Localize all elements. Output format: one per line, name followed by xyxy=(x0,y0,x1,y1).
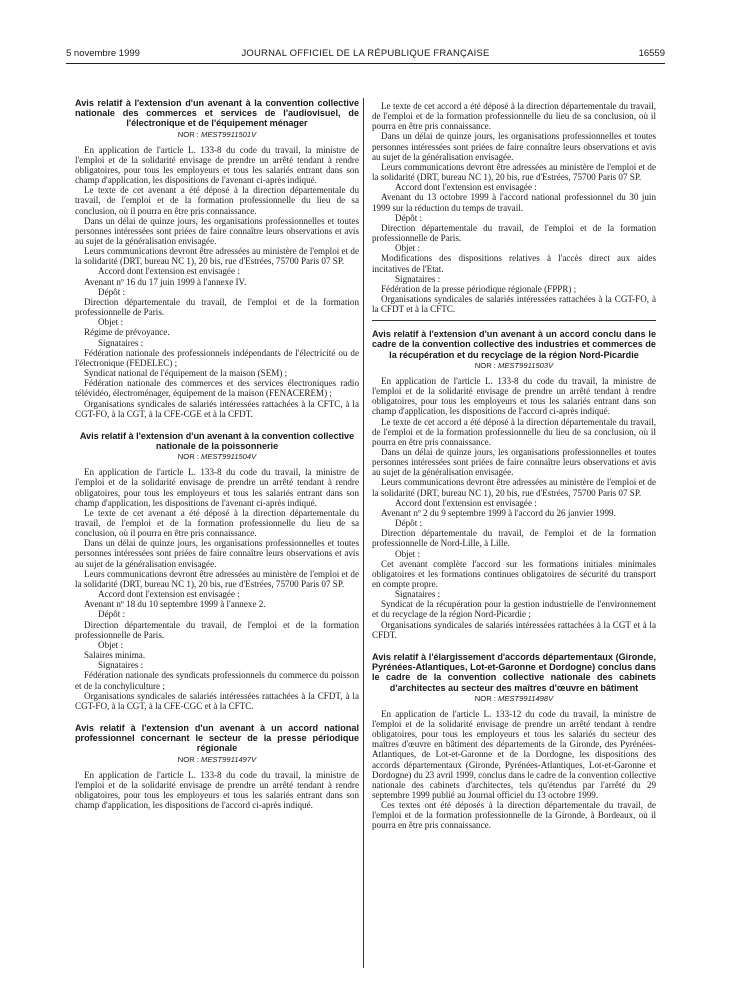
paragraph: Direction départementale du travail, de l'emploi et de la formation professionnelle de Nord-Lille, à Lille. xyxy=(372,528,656,549)
paragraph: Dans un délai de quinze jours, les organisations professionnelles et toutes personnes intéressées sont priées de faire connaître leurs observations et avis au sujet de la généralisation envisagée. xyxy=(75,215,359,247)
nor-reference xyxy=(372,361,656,371)
nor-label: NOR : xyxy=(177,754,199,764)
section-label: Signataires : xyxy=(395,273,441,284)
paragraph: Leurs communications devront être adressées au ministère de l'emploi et de la solidarité (DRT, bureau NC 1), 20 bis, rue d'Estrées, 75700 Paris 07 SP. xyxy=(372,477,656,498)
nor-code: MEST9911497V xyxy=(201,754,257,764)
section-label: Signataires : xyxy=(98,660,144,671)
section-label: Objet : xyxy=(98,639,124,650)
paragraph: En application de l'article L. 133-8 du code du travail, la ministre de l'emploi et de la solidarité envisage de prendre un arrêté tendant à rendre obligatoires, pour tous les employeurs et tous les salariés entrant dans son champ d'application, les dispositions de l'accord ci-après indiqué. xyxy=(75,769,359,811)
paragraph: Régime de prévoyance. xyxy=(84,327,170,338)
page-header xyxy=(66,48,665,64)
notice-presse-regionale-continued xyxy=(372,101,656,314)
section-label: Accord dont l'extension est envisagée : xyxy=(98,589,240,600)
nor-code: MEST9911503V xyxy=(498,360,554,370)
header-rule xyxy=(66,63,665,64)
paragraph: Le texte de cet accord a été déposé à la direction départementale du travail, de l'emploi et de la formation professionnelle du lieu de sa conclusion, où il pourra en être pris connaissance. xyxy=(372,101,656,132)
notice-recuperation xyxy=(372,329,656,640)
section-label: Accord dont l'extension est envisagée : xyxy=(98,266,240,277)
section-label: Accord dont l'extension est envisagée : xyxy=(395,497,537,508)
nor-reference xyxy=(75,755,359,765)
nor-reference xyxy=(75,452,359,462)
spacer xyxy=(75,419,359,431)
paragraph: Dans un délai de quinze jours, les organisations professionnelles et toutes personnes intéressées sont priées de faire connaître leurs observations et avis au sujet de la généralisation envisagée. xyxy=(372,446,656,478)
nor-reference xyxy=(75,130,359,140)
paragraph: En application de l'article L. 133-8 du code du travail, la ministre de l'emploi et de la solidarité envisage de prendre un arrêté tendant à rendre obligatoires, pour tous les employeurs et tous les salariés entrant dans son champ d'application, les dispositions de l'avenant ci-après indiqué. xyxy=(75,467,359,508)
section-label: Dépôt : xyxy=(98,609,126,620)
notice-title: Avis relatif à l'extension d'un avenant à un accord conclu dans le cadre de la convention collective des industries et commerces de la récupération et du recyclage de la région Nord-Picardie xyxy=(372,329,656,360)
notice-title: Avis relatif à l'extension d'un avenant à un accord national professionnel concernant le secteur de la presse périodique régionale xyxy=(75,722,359,754)
page-number: 16559 xyxy=(638,48,665,59)
notice-title: Avis relatif à l'extension d'un avenant à la convention collective nationale de la poissonnerie xyxy=(79,430,355,452)
notice-presse-regionale xyxy=(75,723,359,810)
section-label: Objet : xyxy=(98,317,124,328)
section-label: Dépôt : xyxy=(395,518,423,529)
section-label: Objet : xyxy=(395,548,421,559)
nor-code: MEST9911501V xyxy=(201,129,257,139)
nor-code: MEST9911498V xyxy=(498,693,554,703)
paragraph: Leurs communications devront être adressées au ministère de l'emploi et de la solidarité (DRT, bureau NC 1), 20 bis, rue d'Estrées, 75700 Paris 07 SP. xyxy=(75,568,359,589)
paragraph: Le texte de cet accord a été déposé à la direction départementale du travail, de l'emploi et de la formation professionnelle du lieu de sa conclusion, où il pourra en être pris connaissance. xyxy=(372,416,656,447)
paragraph: Fédération nationale des commerces et des services électroniques radio télévidéo, électroménager, équipement de la maison (FENACEREM) ; xyxy=(75,378,359,399)
paragraph: Avenant nº 2 du 9 septembre 1999 à l'accord du 26 janvier 1999. xyxy=(381,507,616,518)
paragraph: Avenant nº 16 du 17 juin 1999 à l'annexe IV. xyxy=(84,276,247,287)
paragraph: Fédération de la presse périodique régionale (FPPR) ; xyxy=(381,283,577,294)
paragraph: En application de l'article L. 133-8 du code du travail, la ministre de l'emploi et de la solidarité envisage de prendre un arrêté tendant à rendre obligatoires, pour tous les employeurs et tous les salariés entrant dans son champ d'application, les dispositions de l'avenant ci-après indiqué. xyxy=(75,144,359,186)
journal-title: JOURNAL OFFICIEL DE LA RÉPUBLIQUE FRANÇAISE xyxy=(241,48,490,59)
paragraph: Organisations syndicales de salariés intéressées rattachées à la CFDT, à la CGT-FO, à la CGT, à la CFE-CGC et à la CFTC. xyxy=(75,690,359,711)
paragraph: Organisations syndicales de salariés intéressées rattachées à la CFTC, à la CGT-FO, à la CGT, à la CFE-CGE et à la CFDT. xyxy=(75,398,359,419)
nor-label: NOR : xyxy=(474,360,496,370)
paragraph: Avenant du 13 octobre 1999 à l'accord national professionnel du 30 juin 1999 sur la réduction du temps de travail. xyxy=(372,192,656,213)
spacer xyxy=(75,711,359,723)
issue-date: 5 novembre 1999 xyxy=(66,48,140,59)
section-label: Signataires : xyxy=(395,589,441,600)
column-divider xyxy=(363,98,364,968)
section-label: Dépôt : xyxy=(98,286,126,297)
paragraph: Avenant nº 18 du 10 septembre 1999 à l'annexe 2. xyxy=(84,599,266,610)
paragraph: Syndicat national de l'équipement de la maison (SEM) ; xyxy=(84,368,288,379)
paragraph: Leurs communications devront être adressées au ministère de l'emploi et de la solidarité (DRT, bureau NC 1), 20 bis, rue d'Estrées, 75700 Paris 07 SP. xyxy=(75,246,359,267)
paragraph: Direction départementale du travail, de l'emploi et de la formation professionnelle de Paris. xyxy=(75,296,359,318)
paragraph: Organisations syndicales de salariés intéressées rattachées à la CGT-FO, à la CFDT et à la CFTC. xyxy=(372,293,656,315)
section-rule xyxy=(372,320,656,321)
paragraph: En application de l'article L. 133-8 du code du travail, la ministre de l'emploi et de la solidarité envisage de prendre un arrêté tendant à rendre obligatoires, pour tous les employeurs et tous les salariés entrant dans son champ d'application, les dispositions de l'accord ci-après indiqué. xyxy=(372,375,656,417)
paragraph: Direction départementale du travail, de l'emploi et de la formation professionnelle de Paris. xyxy=(372,222,656,244)
notice-title: Avis relatif à l'élargissement d'accords départementaux (Gironde, Pyrénées-Atlantiques, Lot-et-Garonne et Dordogne) conclus dans le cadre de la convention collective nationale des cabinets d'architectes au secteur des maîtres d'œuvre en bâtiment xyxy=(372,651,656,693)
paragraph: En application de l'article L. 133-12 du code du travail, la ministre de l'emploi et de la solidarité envisage de prendre un arrêté tendant à rendre obligatoires, pour tous les employeurs et tous les salariés du secteur des maîtres d'œuvre en bâtiment des départements de la Gironde, des Pyrénées-Atlantiques, de Lot-et-Garonne et de la Dordogne, les dispositions des accords départementaux (Gironde, Pyrénées-Atlantiques, Lot-et-Garonne et Dordogne) du 23 avril 1999, conclus dans le cadre de la convention collective nationale des cabinets d'architectes, tels qu'étendus par l'arrêté du 29 septembre 1999 publié au Journal officiel du 13 octobre 1999. xyxy=(372,708,656,801)
section-label: Dépôt : xyxy=(395,212,423,223)
paragraph: Direction départementale du travail, de l'emploi et de la formation professionnelle de Paris. xyxy=(75,619,359,640)
nor-label: NOR : xyxy=(177,452,199,462)
nor-reference xyxy=(372,694,656,704)
nor-code: MEST9911504V xyxy=(201,452,257,462)
notice-architectes xyxy=(372,652,656,831)
paragraph: Cet avenant complète l'accord sur les formations initiales minimales obligatoires et les formations continues obligatoires de sécurité du transport en compte propre. xyxy=(372,558,656,590)
right-column xyxy=(372,101,656,831)
section-label: Signataires : xyxy=(98,337,144,348)
paragraph: Fédération nationale des professionnels indépendants de l'électricité ou de l'électronique (FEDELEC) ; xyxy=(75,347,359,368)
paragraph: Salaires minima. xyxy=(84,650,146,661)
paragraph: Le texte de cet avenant a été déposé à la direction départementale du travail, de l'emploi et de la formation professionnelle du lieu de sa conclusion, où il pourra en être pris connaissance. xyxy=(75,507,359,539)
nor-label: NOR : xyxy=(177,129,199,139)
nor-label: NOR : xyxy=(474,693,496,703)
paragraph: Dans un délai de quinze jours, les organisations professionnelles et toutes personnes intéressées sont priées de faire connaître leurs observations et avis au sujet de la généralisation envisagée. xyxy=(372,131,656,162)
paragraph: Modifications des dispositions relatives à l'accès direct aux aides incitatives de l'Etat. xyxy=(372,253,656,274)
notice-title: Avis relatif à l'extension d'un avenant à la convention collective nationale des commerces et services de l'audiovisuel, de l'électronique et de l'équipement ménager xyxy=(75,98,359,129)
section-label: Objet : xyxy=(395,243,421,254)
paragraph: Ces textes ont été déposés à la direction départementale du travail, de l'emploi et de la formation professionnelle de la Gironde, à Bordeaux, où il pourra en être pris connaissance. xyxy=(372,800,656,831)
paragraph: Dans un délai de quinze jours, les organisations professionnelles et toutes personnes intéressées sont priées de faire connaître leurs observations et avis au sujet de la généralisation envisagée. xyxy=(75,538,359,569)
spacer xyxy=(372,640,656,652)
paragraph: Le texte de cet avenant a été déposé à la direction départementale du travail, de l'emploi et de la formation professionnelle du lieu de sa conclusion, où il pourra en être pris connaissance. xyxy=(75,185,359,216)
notice-audiovisuel xyxy=(75,98,359,419)
paragraph: Syndicat de la récupération pour la gestion industrielle de l'environnement et du recyclage de la région Nord-Picardie ; xyxy=(372,599,656,620)
section-label: Accord dont l'extension est envisagée : xyxy=(395,182,537,193)
notice-poissonnerie xyxy=(75,431,359,711)
paragraph: Organisations syndicales de salariés intéressées rattachées à la CGT et à la CFDT. xyxy=(372,619,656,640)
left-column xyxy=(75,98,359,810)
paragraph: Fédération nationale des syndicats professionnels du commerce du poisson et de la conchyliculture ; xyxy=(75,670,359,691)
paragraph: Leurs communications devront être adressées au ministère de l'emploi et de la solidarité (DRT, bureau NC 1), 20 bis, rue d'Estrées, 75700 Paris 07 SP. xyxy=(372,161,656,183)
